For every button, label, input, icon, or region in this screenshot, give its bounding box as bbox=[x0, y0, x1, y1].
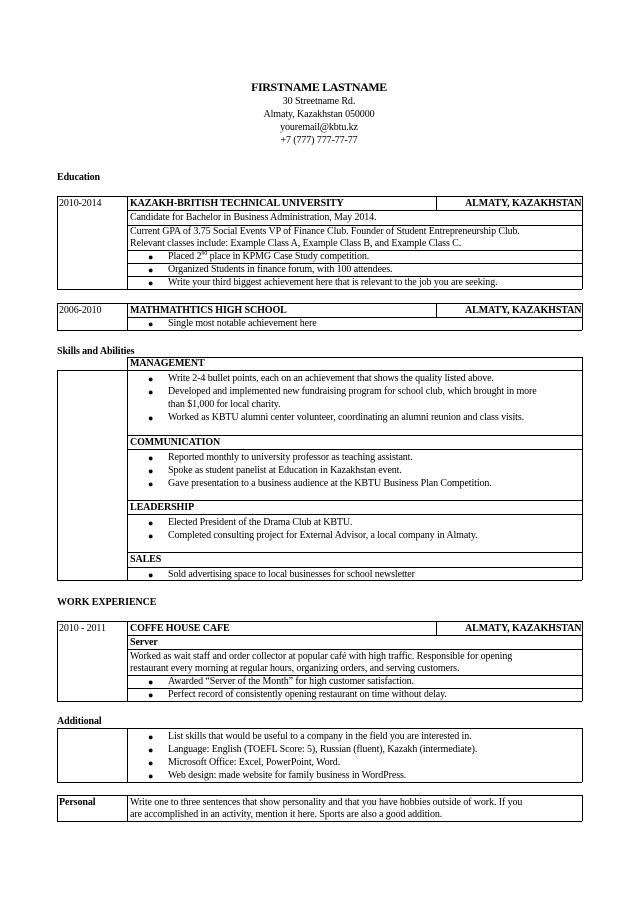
work-location: ALMATY, KAZAKHSTAN bbox=[465, 623, 582, 634]
skill-leadership-label: LEADERSHIP bbox=[130, 502, 195, 513]
bullet-icon: ● bbox=[148, 677, 154, 687]
management-bullet-1: Write 2-4 bullet points, each on an achievement that shows the quality listed above. bbox=[168, 373, 494, 384]
additional-bullet-4: Web design: made website for family business in WordPress. bbox=[168, 770, 407, 781]
skill-management-label: MANAGEMENT bbox=[130, 358, 205, 369]
bullet-icon: ● bbox=[148, 690, 154, 700]
management-bullet-2: Developed and implemented new fundraising program for school club, which brought in more bbox=[168, 386, 537, 397]
street-address: 30 Streetname Rd. bbox=[282, 96, 356, 107]
education-heading: Education bbox=[57, 172, 101, 183]
bullet-icon: ● bbox=[148, 518, 154, 528]
personal-text-1: Write one to three sentences that show personality and that you have hobbies outside of work. If you bbox=[130, 797, 523, 808]
skill-sales-label: SALES bbox=[130, 554, 162, 565]
bullet-icon: ● bbox=[148, 771, 154, 781]
edu2-school: MATHMATHTICS HIGH SCHOOL bbox=[130, 305, 287, 316]
city-address: Almaty, Kazakhstan 050000 bbox=[263, 109, 375, 120]
bullet-icon: ● bbox=[148, 387, 154, 397]
skills-heading: Skills and Abilities bbox=[57, 346, 135, 357]
bullet-icon: ● bbox=[148, 732, 154, 742]
additional-bullet-3: Microsoft Office: Excel, PowerPoint, Word. bbox=[168, 757, 341, 768]
bullet-icon: ● bbox=[148, 413, 154, 423]
edu1-school: KAZAKH-BRITISH TECHNICAL UNIVERSITY bbox=[130, 198, 344, 209]
edu2-location: ALMATY, KAZAKHSTAN bbox=[465, 305, 582, 316]
edu1-location: ALMATY, KAZAKHSTAN bbox=[465, 198, 582, 209]
edu1-dates: 2010-2014 bbox=[59, 198, 102, 209]
edu1-bullet-2: Organized Students in finance forum, with 100 attendees. bbox=[168, 264, 393, 275]
communication-bullet-2: Spoke as student panelist at Education in Kazakhstan event. bbox=[168, 465, 402, 476]
resume-name: FIRSTNAME LASTNAME bbox=[251, 80, 387, 94]
management-bullet-3: Worked as KBTU alumni center volunteer, coordinating an alumni reunion and class visits. bbox=[168, 412, 525, 423]
email-text: youremail@kbtu.kz bbox=[280, 122, 358, 133]
additional-heading: Additional bbox=[57, 716, 102, 727]
bullet-icon: ● bbox=[148, 531, 154, 541]
communication-bullet-1: Reported monthly to university professor as teaching assistant. bbox=[168, 452, 413, 463]
additional-bullet-2: Language: English (TOEFL Score: 5), Russian (fluent), Kazakh (intermediate). bbox=[168, 744, 478, 755]
edu2-dates: 2006-2010 bbox=[59, 305, 102, 316]
skill-communication-label: COMMUNICATION bbox=[130, 437, 221, 448]
edu1-bullet-3: Write your third biggest achievement here that is relevant to the job you are seeking. bbox=[168, 277, 498, 288]
personal-text-2: are accomplished in an activity, mention it here. Sports are also a good addition. bbox=[130, 809, 443, 820]
personal-label: Personal bbox=[59, 797, 96, 808]
sales-bullet-1: Sold advertising space to local businesses for school newsletter bbox=[168, 569, 415, 580]
bullet-icon: ● bbox=[148, 252, 154, 262]
work-company: COFFE HOUSE CAFE bbox=[130, 623, 230, 634]
bullet-icon: ● bbox=[148, 319, 154, 329]
edu1-candidate: Candidate for Bachelor in Business Administration, May 2014. bbox=[130, 212, 377, 223]
bullet-icon: ● bbox=[148, 265, 154, 275]
edu1-bullet-1: Placed 2nd place in KPMG Case Study competition. bbox=[168, 250, 370, 262]
bullet-icon: ● bbox=[148, 374, 154, 384]
bullet-icon: ● bbox=[148, 453, 154, 463]
bullet-icon: ● bbox=[148, 758, 154, 768]
work-role: Server bbox=[130, 637, 158, 648]
bullet-icon: ● bbox=[148, 745, 154, 755]
communication-bullet-3: Gave presentation to a business audience at the KBTU Business Plan Competition. bbox=[168, 478, 492, 489]
bullet-icon: ● bbox=[148, 479, 154, 489]
leadership-bullet-2: Completed consulting project for External Advisor, a local company in Almaty. bbox=[168, 530, 478, 541]
work-description-1: Worked as wait staff and order collector at popular café with high traffic. Responsible for opening bbox=[130, 651, 513, 662]
phone-text: +7 (777) 777-77-77 bbox=[280, 135, 358, 146]
work-heading: WORK EXPERIENCE bbox=[57, 597, 157, 608]
bullet-icon: ● bbox=[148, 570, 154, 580]
edu1-classes: Relevant classes include: Example Class A, Example Class B, and Example Class C. bbox=[130, 238, 462, 249]
work-dates: 2010 - 2011 bbox=[59, 623, 106, 634]
bullet-icon: ● bbox=[148, 278, 154, 288]
leadership-bullet-1: Elected President of the Drama Club at KBTU. bbox=[168, 517, 353, 528]
work-bullet-1: Awarded “Server of the Month” for high customer satisfaction. bbox=[168, 676, 414, 687]
management-bullet-2-cont: than $1,000 for local charity. bbox=[168, 399, 281, 410]
edu2-bullet-1: Single most notable achievement here bbox=[168, 318, 317, 329]
bullet-icon: ● bbox=[148, 466, 154, 476]
work-bullet-2: Perfect record of consistently opening restaurant on time without delay. bbox=[168, 689, 447, 700]
additional-bullet-1: List skills that would be useful to a company in the field you are interested in. bbox=[168, 731, 472, 742]
edu1-gpa: Current GPA of 3.75 Social Events VP of Finance Club. Founder of Student Entrepreneurship Club. bbox=[130, 226, 520, 237]
work-description-2: restaurant every morning at regular hours, organizing orders, and serving customers. bbox=[130, 663, 460, 674]
